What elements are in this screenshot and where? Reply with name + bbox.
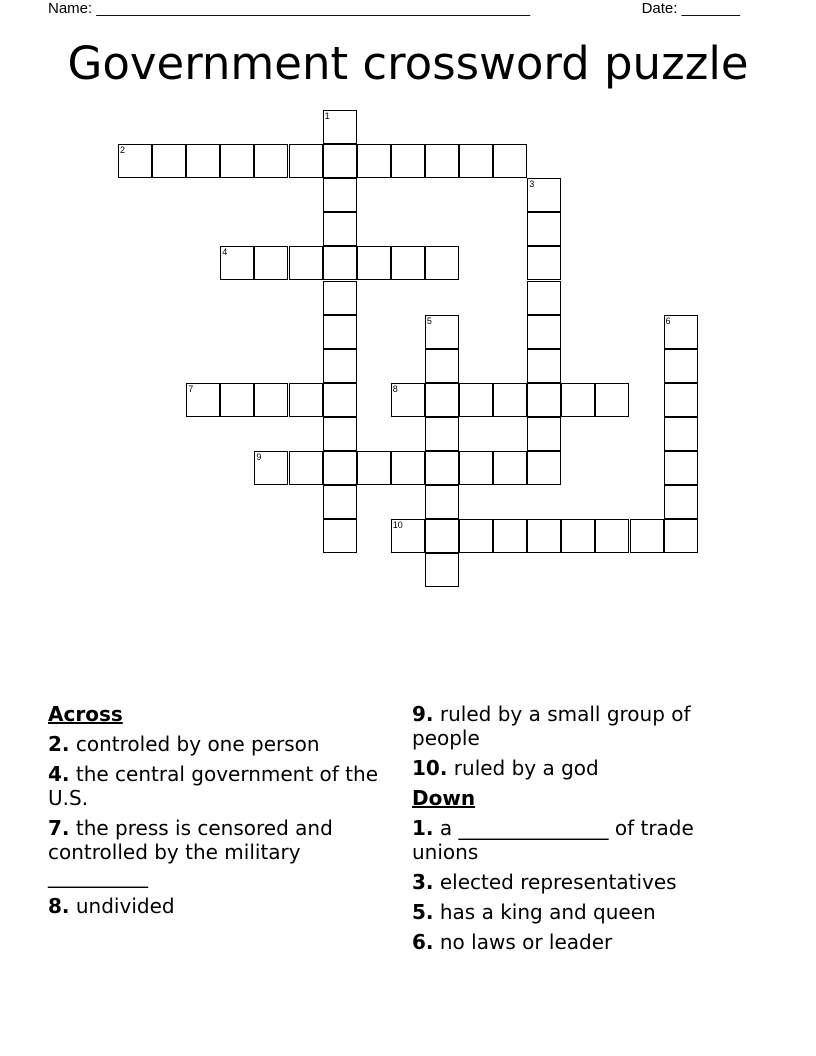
crossword-cell[interactable] [493, 451, 527, 485]
crossword-cell[interactable] [561, 519, 595, 553]
across-heading: Across [48, 702, 123, 726]
page-title: Government crossword puzzle [67, 37, 749, 90]
crossword-cell[interactable] [425, 383, 459, 417]
crossword-cell[interactable] [459, 519, 493, 553]
down-heading: Down [412, 786, 476, 810]
crossword-cell[interactable] [527, 349, 561, 383]
crossword-cell[interactable] [425, 246, 459, 280]
crossword-cell[interactable] [323, 349, 357, 383]
crossword-cell[interactable] [254, 451, 288, 485]
crossword-cell[interactable] [425, 451, 459, 485]
clue-number: 5 [426, 315, 432, 326]
crossword-cell[interactable] [664, 451, 698, 485]
crossword-cell[interactable] [357, 451, 391, 485]
clue-number: 10 [392, 520, 403, 531]
crossword-cell[interactable] [323, 212, 357, 246]
crossword-cell[interactable] [323, 281, 357, 315]
crossword-cell[interactable] [391, 144, 425, 178]
crossword-cell[interactable] [323, 417, 357, 451]
crossword-cell[interactable] [323, 485, 357, 519]
crossword-cell[interactable] [493, 519, 527, 553]
crossword-cell[interactable] [527, 519, 561, 553]
crossword-cell[interactable] [527, 315, 561, 349]
down-clue-5: 5. has a king and queen [412, 900, 656, 924]
crossword-cell[interactable] [289, 451, 323, 485]
down-clue-3: 3. elected representatives [412, 870, 677, 894]
crossword-cell[interactable] [664, 383, 698, 417]
crossword-cell[interactable] [664, 417, 698, 451]
crossword-cell[interactable] [323, 110, 357, 144]
across-clue-7: 7. the press is censored and controlled by the military __________ [48, 816, 333, 888]
crossword-cell[interactable] [527, 246, 561, 280]
crossword-cell[interactable] [289, 144, 323, 178]
crossword-cell[interactable] [425, 349, 459, 383]
date-field-label: Date: _______ [641, 0, 740, 17]
crossword-cell[interactable] [118, 144, 152, 178]
down-clue-1: 1. a _______________ of trade unions [412, 816, 694, 864]
crossword-cell[interactable] [323, 246, 357, 280]
name-field-label: Name: ____________________________________________________ [48, 0, 531, 17]
crossword-cell[interactable] [630, 519, 664, 553]
crossword-cell[interactable] [561, 383, 595, 417]
crossword-cell[interactable] [220, 144, 254, 178]
crossword-cell[interactable] [527, 212, 561, 246]
across-clue-8: 8. undivided [48, 894, 175, 918]
crossword-cell[interactable] [595, 519, 629, 553]
across-clue-9: 9. ruled by a small group of people [412, 702, 691, 750]
crossword-cell[interactable] [664, 485, 698, 519]
across-clue-10: 10. ruled by a god [412, 756, 599, 780]
clues-column-right [412, 702, 742, 960]
crossword-cell[interactable] [664, 519, 698, 553]
crossword-cell[interactable] [527, 178, 561, 212]
across-clue-4: 4. the central government of the U.S. [48, 762, 379, 810]
crossword-cell[interactable] [357, 144, 391, 178]
clue-number: 1 [324, 111, 330, 121]
crossword-cell[interactable] [186, 144, 220, 178]
crossword-cell[interactable] [595, 383, 629, 417]
clues-column-left [48, 702, 378, 924]
crossword-cell[interactable] [425, 417, 459, 451]
crossword-cell[interactable] [254, 246, 288, 280]
crossword-cell[interactable] [289, 383, 323, 417]
down-clue-6: 6. no laws or leader [412, 930, 613, 954]
clue-number: 9 [256, 452, 262, 462]
crossword-cell[interactable] [186, 383, 220, 417]
clue-number: 3 [529, 179, 535, 190]
crossword-cell[interactable] [459, 144, 493, 178]
crossword-cell[interactable] [425, 315, 459, 349]
crossword-cell[interactable] [323, 144, 357, 178]
crossword-cell[interactable] [493, 383, 527, 417]
crossword-cell[interactable] [323, 451, 357, 485]
crossword-cell[interactable] [391, 519, 425, 553]
crossword-cell[interactable] [664, 315, 698, 349]
crossword-cell[interactable] [357, 246, 391, 280]
crossword-cell[interactable] [391, 246, 425, 280]
crossword-cell[interactable] [459, 383, 493, 417]
clue-number: 4 [222, 247, 228, 258]
crossword-cell[interactable] [323, 383, 357, 417]
crossword-cell[interactable] [527, 383, 561, 417]
crossword-cell[interactable] [459, 451, 493, 485]
crossword-cell[interactable] [425, 553, 459, 587]
crossword-cell[interactable] [493, 144, 527, 178]
crossword-cell[interactable] [220, 383, 254, 417]
clue-number: 8 [392, 383, 398, 394]
crossword-cell[interactable] [425, 519, 459, 553]
clue-number: 2 [120, 145, 126, 156]
crossword-cell[interactable] [527, 417, 561, 451]
crossword-cell[interactable] [664, 349, 698, 383]
crossword-cell[interactable] [289, 246, 323, 280]
across-clue-2: 2. controled by one person [48, 732, 320, 756]
crossword-cell[interactable] [391, 383, 425, 417]
crossword-cell[interactable] [220, 246, 254, 280]
crossword-cell[interactable] [323, 519, 357, 553]
crossword-cell[interactable] [254, 383, 288, 417]
crossword-cell[interactable] [391, 451, 425, 485]
clue-number: 7 [188, 383, 194, 394]
crossword-cell[interactable] [527, 281, 561, 315]
crossword-cell[interactable] [425, 144, 459, 178]
crossword-cell[interactable] [254, 144, 288, 178]
crossword-cell[interactable] [152, 144, 186, 178]
crossword-cell[interactable] [323, 178, 357, 212]
crossword-cell[interactable] [323, 315, 357, 349]
crossword-cell[interactable] [527, 451, 561, 485]
clue-number: 6 [665, 315, 671, 326]
crossword-cell[interactable] [425, 485, 459, 519]
